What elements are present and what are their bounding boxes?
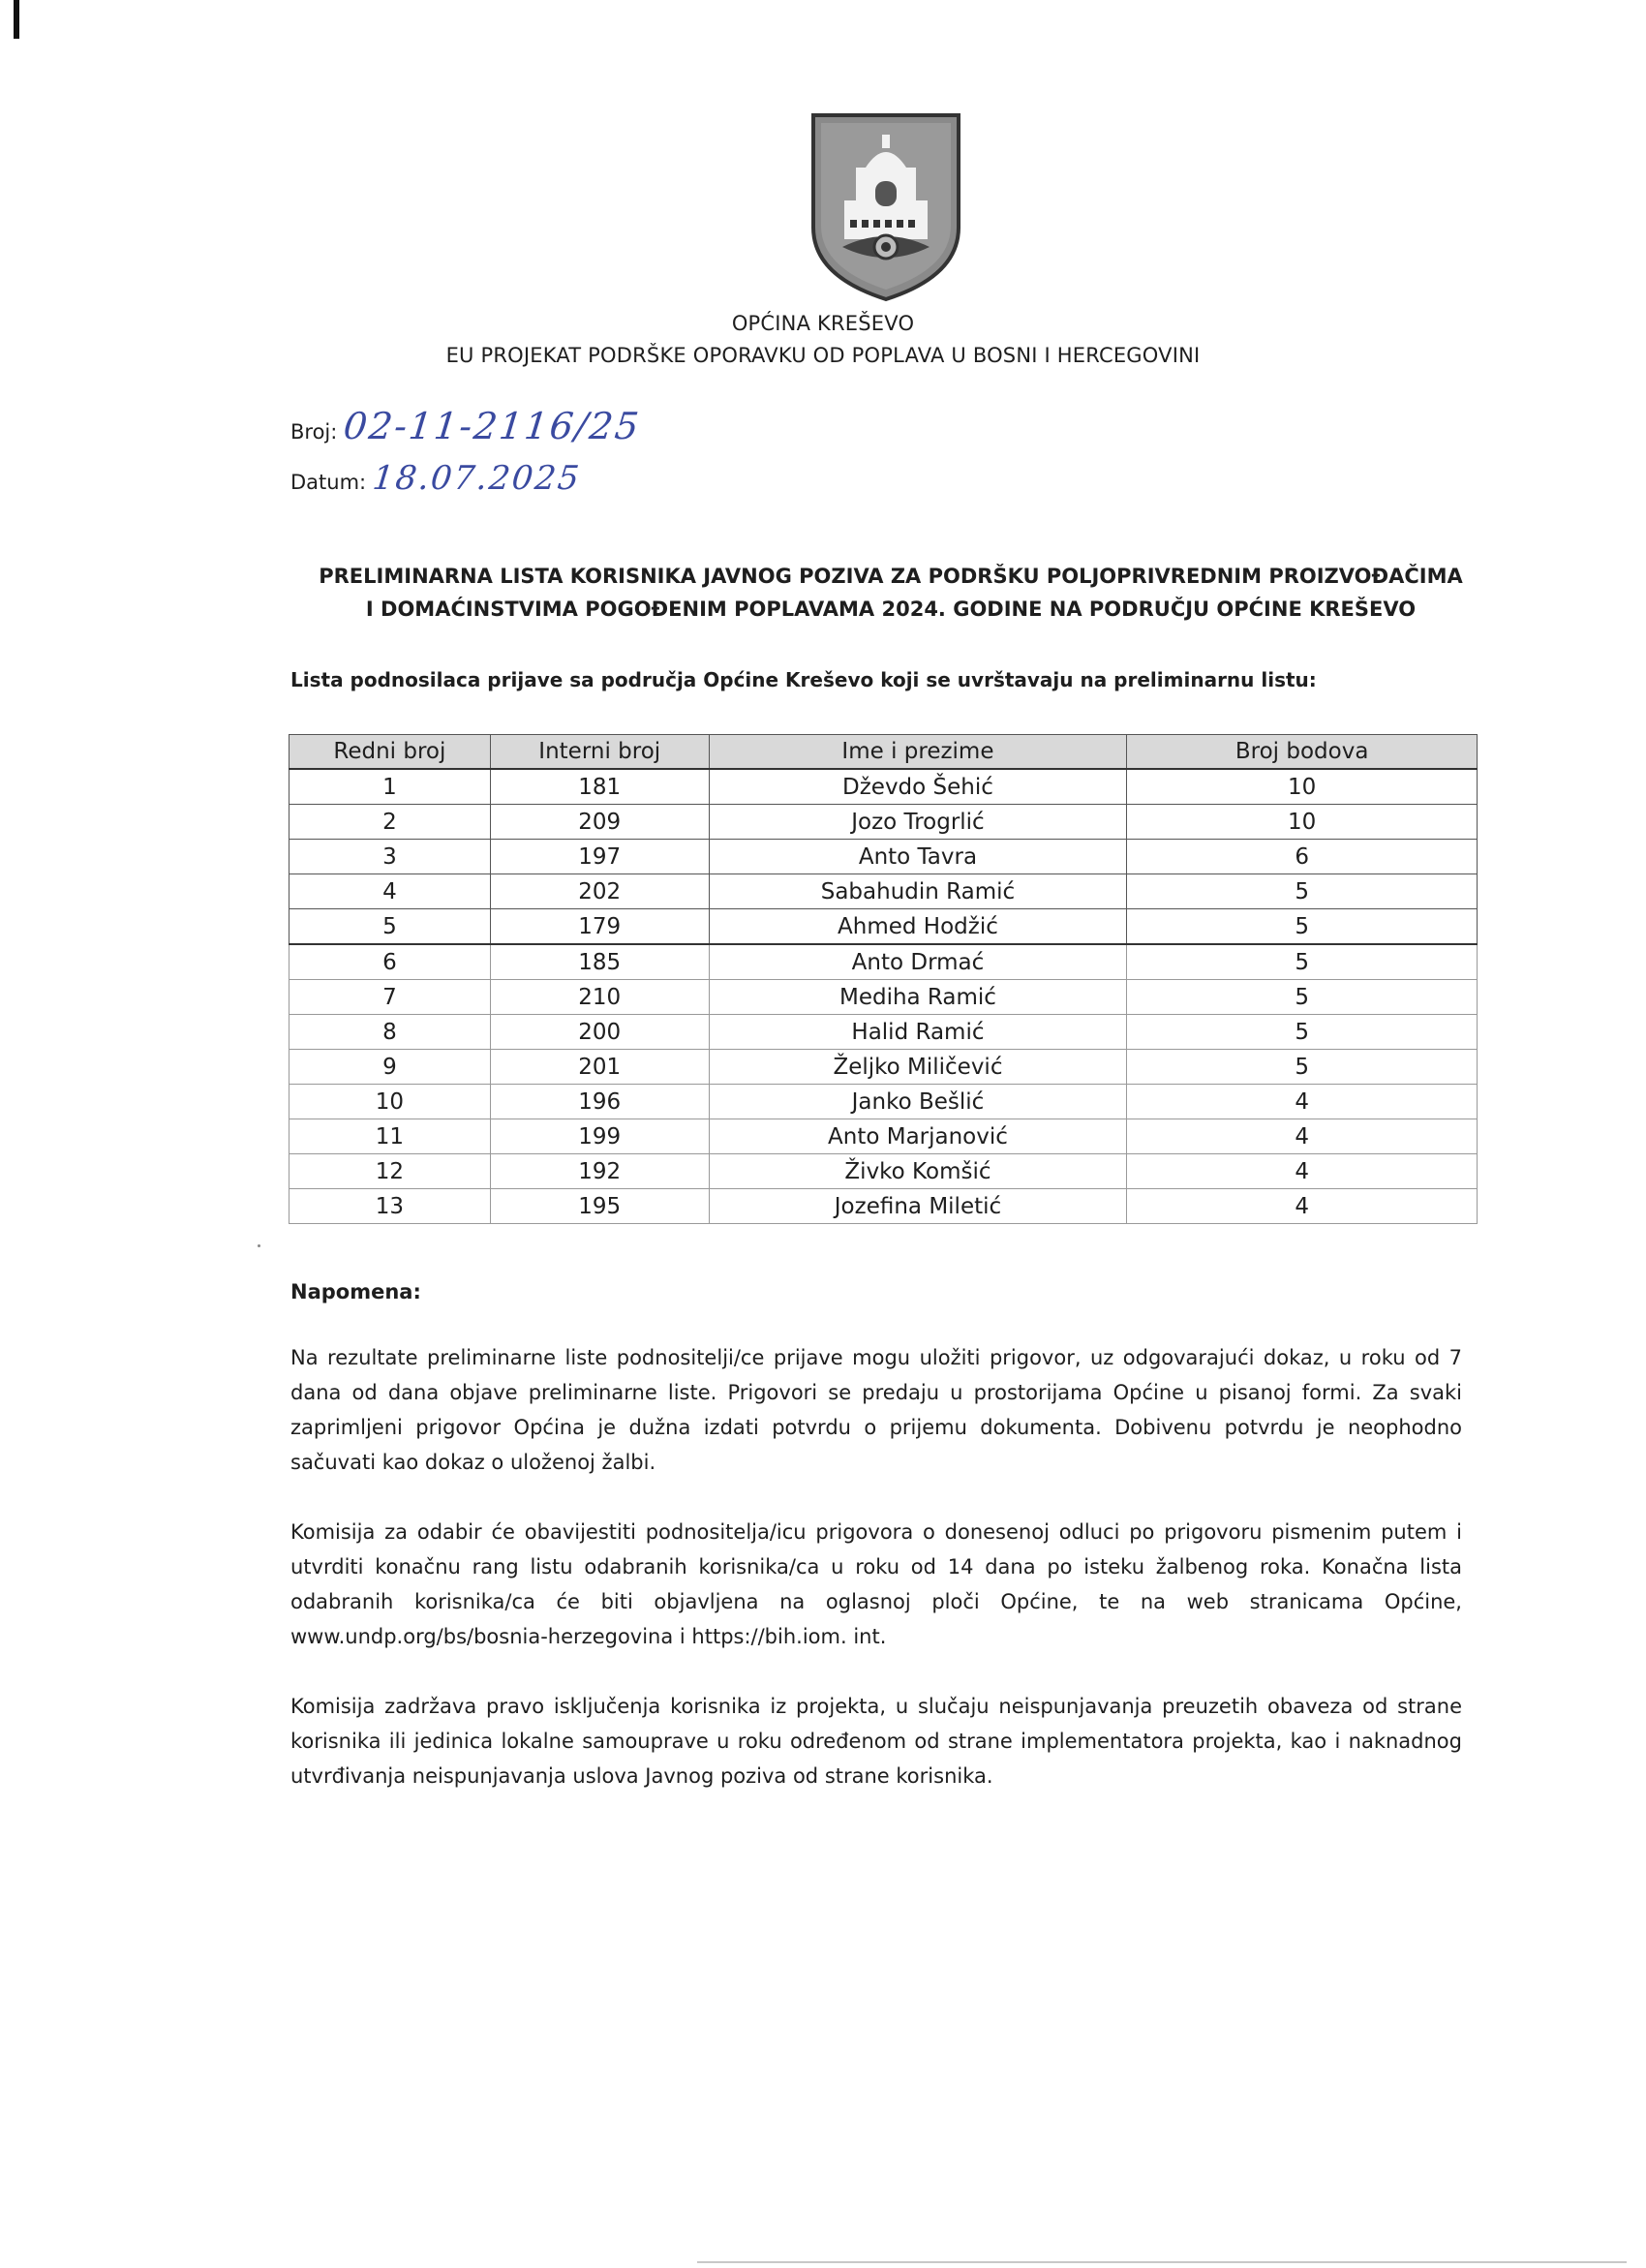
table-row <box>290 980 1478 1015</box>
cell-redni-broj: 13 <box>290 1189 491 1224</box>
document-date <box>290 459 583 498</box>
note-heading: Napomena: <box>290 1280 421 1303</box>
cell-broj-bodova: 5 <box>1127 980 1478 1015</box>
cell-broj-bodova: 4 <box>1127 1189 1478 1224</box>
cell-redni-broj: 7 <box>290 980 491 1015</box>
cell-ime-i-prezime: Jozefina Miletić <box>709 1189 1127 1224</box>
cell-ime-i-prezime: Dževdo Šehić <box>709 769 1127 805</box>
cell-broj-bodova: 4 <box>1127 1085 1478 1119</box>
cell-broj-bodova: 5 <box>1127 909 1478 945</box>
note-paragraph-exclusion: Komisija zadržava pravo isključenja korisnika iz projekta, u slučaju neispunjavanja preuzetih obaveza od strane korisnika ili jedinica lokalne samouprave u roku određenom od strane implementatora projekta, kao i naknadnog utvrđivanja neispunjavanja uslova Javnog poziva od strane korisnika. <box>290 1695 1462 1788</box>
table-row <box>290 769 1478 805</box>
cell-redni-broj: 1 <box>290 769 491 805</box>
cell-redni-broj: 11 <box>290 1119 491 1154</box>
cell-broj-bodova: 4 <box>1127 1119 1478 1154</box>
reference-number <box>290 405 643 447</box>
cell-ime-i-prezime: Anto Tavra <box>709 840 1127 874</box>
cell-interni-broj: 192 <box>490 1154 709 1189</box>
cell-ime-i-prezime: Janko Bešlić <box>709 1085 1127 1119</box>
cell-ime-i-prezime: Anto Marjanović <box>709 1119 1127 1154</box>
cell-interni-broj: 179 <box>490 909 709 945</box>
broj-label: Broj: <box>290 420 338 444</box>
cell-redni-broj: 10 <box>290 1085 491 1119</box>
note-paragraph-commission: Komisija za odabir će obavijestiti podnositelja/icu prigovora o donesenoj odluci po prigovoru pismenim putem i utvrditi konačnu rang listu odabranih korisnika/ca u roku od 14 dana po isteku žalbenog roka. Konačna lista odabranih korisnika/ca će biti objavljena na oglasnoj ploči Općine, te na web stranicama Općine, www.undp.org/bs/bosnia-herzegovina i https://bih.iom. int. <box>290 1520 1462 1648</box>
title-line-2: I DOMAĆINSTVIMA POGOĐENIM POPLAVAMA 2024. GODINE NA PODRUČJU OPĆINE KREŠEVO <box>365 598 1417 621</box>
table-row <box>290 1085 1478 1119</box>
table-row <box>290 1050 1478 1085</box>
cell-interni-broj: 209 <box>490 805 709 840</box>
cell-broj-bodova: 5 <box>1127 944 1478 980</box>
datum-label: Datum: <box>290 471 367 494</box>
scan-dot <box>258 1244 260 1247</box>
cell-interni-broj: 185 <box>490 944 709 980</box>
cell-redni-broj: 6 <box>290 944 491 980</box>
title-line-1: PRELIMINARNA LISTA KORISNIKA JAVNOG POZIVA ZA PODRŠKU POLJOPRIVREDNIM PROIZVOĐAČIMA <box>319 565 1463 588</box>
document-header <box>0 308 1646 372</box>
cell-ime-i-prezime: Jozo Trogrlić <box>709 805 1127 840</box>
table-row <box>290 1015 1478 1050</box>
cell-ime-i-prezime: Halid Ramić <box>709 1015 1127 1050</box>
column-header-redni-broj: Redni broj <box>290 735 491 770</box>
document-title <box>271 560 1510 626</box>
cell-broj-bodova: 5 <box>1127 874 1478 909</box>
broj-handwritten-value: 02-11-2116/25 <box>341 405 643 447</box>
cell-redni-broj: 12 <box>290 1154 491 1189</box>
cell-ime-i-prezime: Živko Komšić <box>709 1154 1127 1189</box>
column-header-interni-broj: Interni broj <box>490 735 709 770</box>
cell-ime-i-prezime: Ahmed Hodžić <box>709 909 1127 945</box>
cell-redni-broj: 8 <box>290 1015 491 1050</box>
coat-of-arms-icon <box>809 111 962 303</box>
table-header-row <box>290 735 1478 770</box>
cell-ime-i-prezime: Sabahudin Ramić <box>709 874 1127 909</box>
cell-broj-bodova: 6 <box>1127 840 1478 874</box>
table-row <box>290 1189 1478 1224</box>
cell-broj-bodova: 4 <box>1127 1154 1478 1189</box>
note-paragraph-objections: Na rezultate preliminarne liste podnositelji/ce prijave mogu uložiti prigovor, uz odgovarajući dokaz, u roku od 7 dana od dana objave preliminarne liste. Prigovori se predaju u prostorijama Općine u pisanoj formi. Za svaki zaprimljeni prigovor Općina je dužna izdati potvrdu o prijemu dokumenta. Dobivenu potvrdu je neophodno sačuvati kao dokaz o uloženoj žalbi. <box>290 1346 1462 1474</box>
table-row <box>290 1119 1478 1154</box>
cell-redni-broj: 2 <box>290 805 491 840</box>
municipality-name: OPĆINA KREŠEVO <box>731 312 915 335</box>
table-row <box>290 805 1478 840</box>
project-name: EU PROJEKAT PODRŠKE OPORAVKU OD POPLAVA U BOSNI I HERCEGOVINI <box>445 344 1201 367</box>
cell-broj-bodova: 10 <box>1127 805 1478 840</box>
table-row <box>290 944 1478 980</box>
scan-edge-mark <box>14 0 19 39</box>
cell-redni-broj: 3 <box>290 840 491 874</box>
cell-interni-broj: 195 <box>490 1189 709 1224</box>
cell-interni-broj: 197 <box>490 840 709 874</box>
table-row <box>290 840 1478 874</box>
cell-redni-broj: 9 <box>290 1050 491 1085</box>
cell-interni-broj: 199 <box>490 1119 709 1154</box>
scan-bottom-line <box>697 2261 1627 2263</box>
cell-ime-i-prezime: Željko Miličević <box>709 1050 1127 1085</box>
cell-interni-broj: 201 <box>490 1050 709 1085</box>
cell-interni-broj: 200 <box>490 1015 709 1050</box>
cell-interni-broj: 181 <box>490 769 709 805</box>
cell-interni-broj: 210 <box>490 980 709 1015</box>
table-row <box>290 909 1478 945</box>
cell-broj-bodova: 5 <box>1127 1015 1478 1050</box>
beneficiary-table <box>289 734 1478 1224</box>
cell-redni-broj: 4 <box>290 874 491 909</box>
cell-ime-i-prezime: Anto Drmać <box>709 944 1127 980</box>
cell-broj-bodova: 5 <box>1127 1050 1478 1085</box>
table-row <box>290 1154 1478 1189</box>
cell-ime-i-prezime: Mediha Ramić <box>709 980 1127 1015</box>
column-header-ime-i-prezime: Ime i prezime <box>709 735 1127 770</box>
table-row <box>290 874 1478 909</box>
cell-interni-broj: 196 <box>490 1085 709 1119</box>
list-intro: Lista podnosilaca prijave sa područja Općine Kreševo koji se uvrštavaju na preliminarnu listu: <box>290 668 1317 691</box>
cell-redni-broj: 5 <box>290 909 491 945</box>
column-header-broj-bodova: Broj bodova <box>1127 735 1478 770</box>
datum-handwritten-value: 18.07.2025 <box>370 459 583 498</box>
cell-broj-bodova: 10 <box>1127 769 1478 805</box>
cell-interni-broj: 202 <box>490 874 709 909</box>
